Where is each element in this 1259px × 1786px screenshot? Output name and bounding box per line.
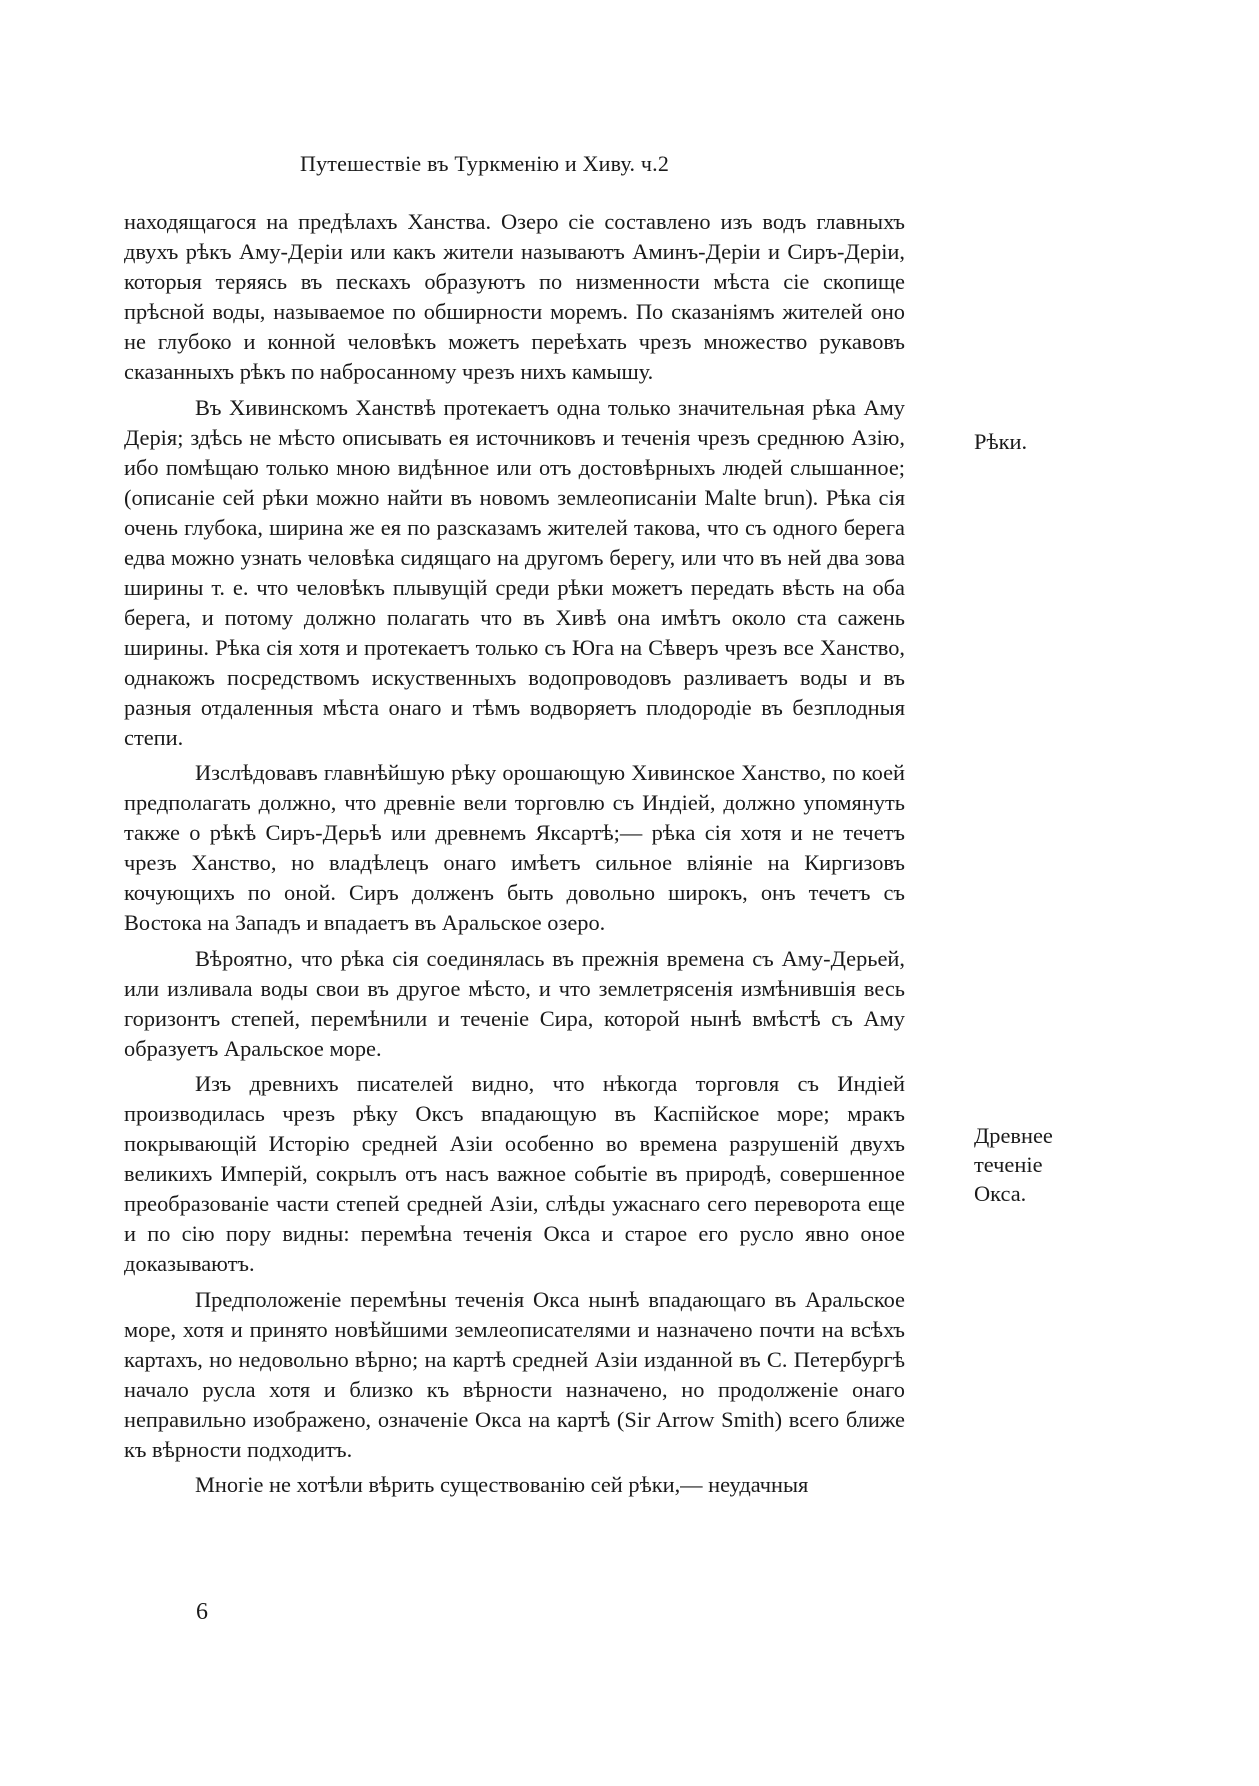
paragraph-5: Изъ древнихъ писателей видно, что нѣкогда торговля съ Индіей производилась чрезъ рѣку Оксъ впадающую въ Каспійское море; мракъ покрывающій Исторію средней Азіи особенно во времена разрушеній двухъ великихъ Имперій, сокрылъ отъ насъ важное событіе въ природѣ, совершенное преобразованіе части степей средней Азіи, слѣды ужаснаго сего переворота еще и по сію пору видны: перемѣна теченія Окса и старое его русло явно оное доказываютъ.: [124, 1071, 905, 1276]
main-text-column: [124, 207, 905, 1500]
margin-note-rivers: [974, 427, 1134, 456]
margin-note-oxus: [974, 1121, 1134, 1208]
paragraph-6: Предположеніе перемѣны теченія Окса нынѣ впадающаго въ Аральское море, хотя и принято новѣйшими землеописателями и назначено почти на всѣхъ картахъ, но недовольно вѣрно; на картѣ средней Азіи изданной въ С. Петербургѣ начало русла хотя и близко къ вѣрности назначено, но продолженіе онаго неправильно изображено, означеніе Окса на картѣ (Sir Arrow Smith) всего ближе къ вѣрности подходитъ.: [124, 1286, 905, 1462]
margin-note-rivers-text: Рѣки.: [974, 429, 1028, 454]
paragraph-4: Вѣроятно, что рѣка сія соединялась въ прежнія времена съ Аму-Дерьей, или изливала воды свои въ другое мѣсто, и что землетрясенія измѣнившія весь горизонтъ степей, перемѣнили и теченіе Сира, которой нынѣ вмѣстѣ съ Аму образуетъ Аральское море.: [124, 945, 905, 1061]
paragraph-1: находящагося на предѣлахъ Ханства. Озеро сіе составлено изъ водъ главныхъ двухъ рѣкъ Аму-Деріи или какъ жители называютъ Аминъ-Деріи и Сиръ-Деріи, которыя теряясь въ пескахъ образуютъ по низменности мѣста сіе скопище прѣсной воды, называемое по обширности моремъ. По сказаніямъ жителей оно не глубоко и конной человѣкъ можетъ переѣхать чрезъ множество рукавовъ сказанныхъ рѣкъ по набросанному чрезъ нихъ камышу.: [124, 209, 905, 384]
margin-note-oxus-line-2: теченіе: [974, 1152, 1043, 1177]
page-number: 6: [196, 1599, 208, 1625]
paragraph-7: Многіе не хотѣли вѣрить существованію сей рѣки,— неудачныя: [195, 1472, 809, 1497]
margin-note-oxus-line-3: Окса.: [974, 1181, 1027, 1206]
paragraph-3: Изслѣдовавъ главнѣйшую рѣку орошающую Хивинское Ханство, по коей предполагать должно, что древніе вели торговлю съ Индіей, должно упомянуть также о рѣкѣ Сиръ-Дерьѣ или древнемъ Яксартѣ;— рѣка сія хотя и не течетъ чрезъ Ханство, но владѣлецъ онаго имѣетъ сильное вліяніе на Киргизовъ кочующихъ по оной. Сиръ долженъ быть довольно широкъ, онъ течетъ съ Востока на Западъ и впадаетъ въ Аральское озеро.: [124, 760, 905, 935]
paragraph-2: Въ Хивинскомъ Ханствѣ протекаетъ одна только значительная рѣка Аму Дерія; здѣсь не мѣсто описывать ея источниковъ и теченія чрезъ среднюю Азію, ибо помѣщаю только мною видѣнное или отъ достовѣрныхъ людей слышанное; (описаніе сей рѣки можно найти въ новомъ землеописаніи Malte brun). Рѣка сія очень глубока, ширина же ея по разсказамъ жителей такова, что съ одного берега едва можно узнать человѣка сидящаго на другомъ берегу, или что въ ней два зова ширины т. е. что человѣкъ плывущій среди рѣки можетъ передать вѣсть на оба берега, и потому должно полагать что въ Хивѣ она имѣтъ около ста сажень ширины. Рѣка сія хотя и протекаетъ только съ Юга на Сѣверъ чрезъ все Ханство, однакожъ посредствомъ искуственныхъ водопроводовъ разливаетъ воды и въ разныя отдаленныя мѣста онаго и тѣмъ водворяетъ плодородіе въ безплодныя степи.: [124, 394, 905, 750]
margin-note-oxus-line-1: Древнее: [974, 1123, 1053, 1148]
running-head: Путешествіе въ Туркменію и Хиву. ч.2: [300, 151, 670, 176]
